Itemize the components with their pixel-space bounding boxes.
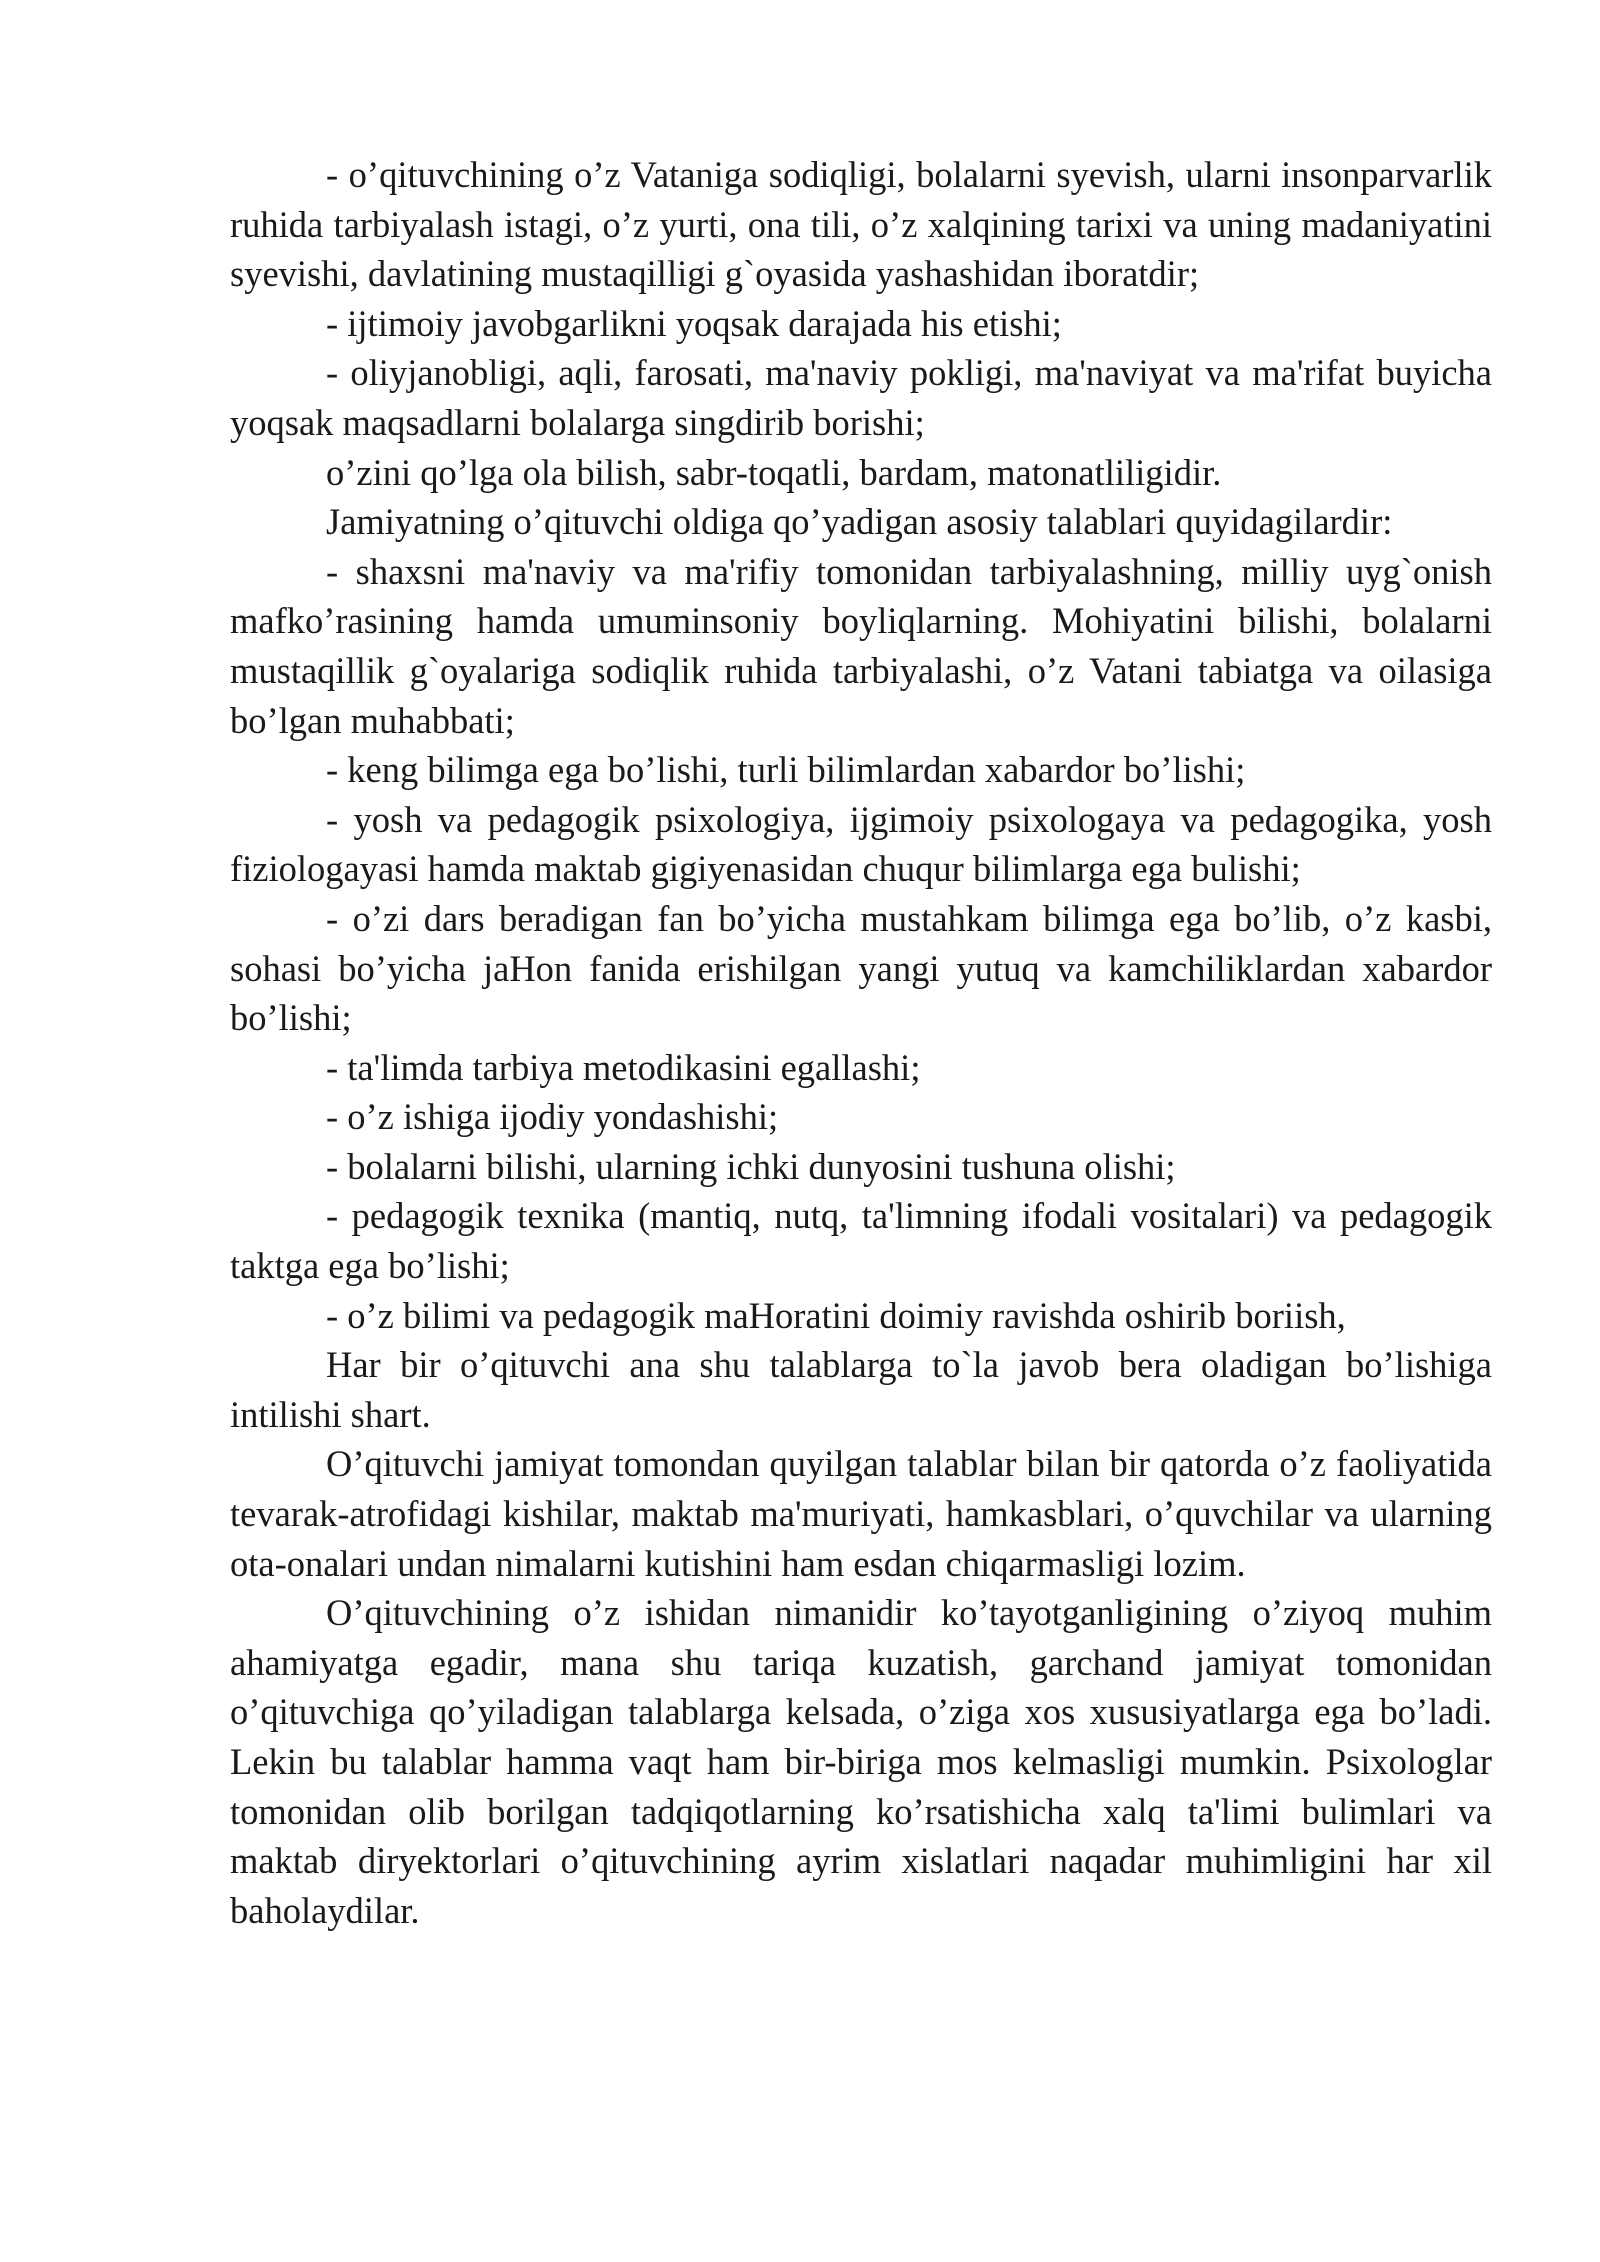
- paragraph-creative-approach: - o’z ishiga ijodiy yondashishi;: [326, 1096, 779, 1138]
- paragraph-self-control: o’zini qo’lga ola bilish, sabr-toqatli, bardam, matonatliligidir.: [326, 451, 1222, 493]
- paragraph-pedagogical-technique: - pedagogik texnika (mantiq, nutq, ta'limning ifodali vositalari) va pedagogik taktga ega bo’lishi;: [230, 1195, 1492, 1287]
- paragraph-society-requirements: Jamiyatning o’qituvchi oldiga qo’yadigan asosiy talablari quyidagilardir:: [326, 501, 1393, 543]
- paragraph-methodology: - ta'limda tarbiya metodikasini egallashi;: [326, 1046, 921, 1088]
- paragraph-research-findings: O’qituvchining o’z ishidan nimanidir ko’tayotganligining o’ziyoq muhim ahamiyatga egadir, mana shu tariqa kuzatish, garchand jamiyat tomonidan o’qituvchiga qo’yiladigan talablarga kelsada, o’ziga xos xususiyatlarga ega bo’ladi. Lekin bu talablar hamma vaqt ham bir-biriga mos kelmasligi mumkin. Psixologlar tomonidan olib borilgan tadqiqotlarning ko’rsatishicha xalq ta'limi bulimlari va maktab diryektorlari o’qituvchining ayrim xislatlari naqadar muhimligini har xil baholaydilar.: [230, 1592, 1492, 1931]
- paragraph-skill-improvement: - o’z bilimi va pedagogik maHoratini doimiy ravishda oshirib boriish,: [326, 1294, 1346, 1336]
- paragraph-social-responsibility: - ijtimoiy javobgarlikni yoqsak darajada his etishi;: [326, 302, 1062, 344]
- paragraph-psychology-knowledge: - yosh va pedagogik psixologiya, ijgimoiy psixologaya va pedagogika, yosh fiziologayasi hamda maktab gigiyenasidan chuqur bilimlarga ega bulishi;: [230, 798, 1492, 890]
- paragraph-broad-knowledge: - keng bilimga ega bo’lishi, turli bilimlardan xabardor bo’lishi;: [326, 749, 1246, 791]
- paragraph-knowing-children: - bolalarni bilishi, ularning ichki dunyosini tushuna olishi;: [326, 1145, 1176, 1187]
- paragraph-expectations: O’qituvchi jamiyat tomondan quyilgan talablar bilan bir qatorda o’z faoliyatida tevarak-atrofidagi kishilar, maktab ma'muriyati, hamkasblari, o’quvchilar va ularning ota-onalari undan nimalarni kutishini ham esdan chiqarmasligi lozim.: [230, 1443, 1492, 1584]
- paragraph-teacher-loyalty: - o’qituvchining o’z Vataniga sodiqligi, bolalarni syevish, ularni insonparvarlik ruhida tarbiyalash istagi, o’z yurti, ona tili, o’z xalqining tarixi va uning madaniyatini syevishi, davlatining mustaqilligi g`oyasida yashashidan iboratdir;: [230, 154, 1492, 295]
- paragraph-subject-knowledge: - o’zi dars beradigan fan bo’yicha mustahkam bilimga ega bo’lib, o’z kasbi, sohasi bo’yicha jaHon fanida erishilgan yangi yutuq va kamchiliklardan xabardor bo’lishi;: [230, 897, 1492, 1039]
- document-body: [230, 150, 1492, 1935]
- paragraph-spiritual-education: - shaxsni ma'naviy va ma'rifiy tomonidan tarbiyalashning, milliy uyg`onish mafko’rasining hamda umuminsoniy boyliqlarning. Mohiyatini bilishi, bolalarni mustaqillik g`oyalariga sodiqlik ruhida tarbiyalashi, o’z Vatani tabiatga va oilasiga bo’lgan muhabbati;: [230, 550, 1492, 741]
- paragraph-every-teacher: Har bir o’qituvchi ana shu talablarga to`la javob bera oladigan bo’lishiga intilishi shart.: [230, 1344, 1492, 1435]
- paragraph-nobility: - oliyjanobligi, aqli, farosati, ma'naviy pokligi, ma'naviyat va ma'rifat buyicha yoqsak maqsadlarni bolalarga singdirib borishi;: [230, 352, 1492, 443]
